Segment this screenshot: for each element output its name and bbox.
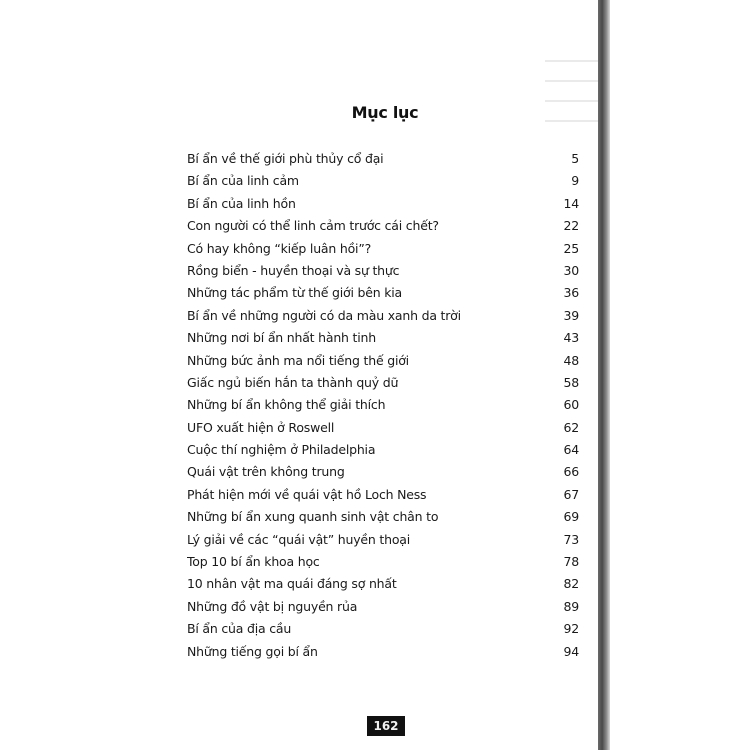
toc-entry-page: 78 [563, 554, 579, 570]
toc-entry [187, 442, 579, 464]
toc-entry [187, 173, 579, 195]
toc-entry-page: 58 [563, 374, 579, 390]
toc-entry-page: 92 [563, 621, 579, 637]
toc-entry-page: 9 [571, 173, 579, 189]
toc-entry [187, 196, 579, 218]
toc-entry-page: 67 [563, 486, 579, 502]
toc-entry-title: Rồng biển - huyền thoại và sự thực [187, 262, 400, 278]
toc-entry-title: 10 nhân vật ma quái đáng sợ nhất [187, 576, 397, 592]
toc-entry-page: 14 [563, 195, 579, 211]
toc-entry [187, 420, 579, 442]
toc-entry-page: 73 [563, 531, 579, 547]
toc-entry [187, 330, 579, 352]
toc-entry-page: 39 [563, 307, 579, 323]
toc-entry-page: 5 [571, 151, 579, 166]
toc-entry-title: Những bí ẩn xung quanh sinh vật chân to [187, 509, 439, 525]
toc-entry-page: 22 [563, 218, 579, 234]
toc-entry-title: Lý giải về các “quái vật” huyền thoại [187, 531, 411, 547]
toc-entry [187, 644, 579, 666]
toc-entry [187, 285, 579, 307]
toc-entry-title: Bí ẩn của địa cầu [187, 621, 292, 637]
toc-entry [187, 464, 579, 486]
toc-entry-page: 94 [563, 643, 579, 659]
toc-entry [187, 576, 579, 598]
toc-entry [187, 532, 579, 554]
toc-entry-title: Bí ẩn về những người có da màu xanh da trời [187, 307, 461, 323]
toc-entry-title: Những bức ảnh ma nổi tiếng thế giới [187, 352, 409, 368]
toc-entry-title: UFO xuất hiện ở Roswell [187, 419, 335, 435]
toc-entry [187, 241, 579, 263]
toc-entry-page: 64 [563, 442, 579, 458]
toc-entry-page: 30 [563, 262, 579, 278]
toc-entry [187, 621, 579, 643]
toc-entry-page: 66 [563, 464, 579, 480]
toc-entry-title: Những nơi bí ẩn nhất hành tinh [187, 330, 376, 346]
toc-entry-title: Bí ẩn về thế giới phù thủy cổ đại [187, 151, 384, 166]
toc-entry [187, 308, 579, 330]
toc-entry-page: 82 [563, 576, 579, 592]
toc-entry [187, 151, 579, 173]
toc-entry [187, 487, 579, 509]
toc-entry-title: Những bí ẩn không thể giải thích [187, 397, 386, 413]
toc-entry-page: 89 [563, 598, 579, 614]
toc-entry-page: 48 [563, 352, 579, 368]
table-of-contents [187, 151, 579, 666]
toc-entry-title: Bí ẩn của linh hồn [187, 195, 296, 211]
toc-entry-page: 36 [563, 285, 579, 301]
toc-entry [187, 599, 579, 621]
toc-entry-title: Phát hiện mới về quái vật hồ Loch Ness [187, 486, 427, 502]
toc-entry-page: 25 [563, 240, 579, 256]
toc-entry-title: Quái vật trên không trung [187, 464, 345, 480]
toc-entry-title: Những tác phẩm từ thế giới bên kia [187, 285, 402, 301]
toc-entry-title: Cuộc thí nghiệm ở Philadelphia [187, 442, 376, 458]
toc-entry [187, 509, 579, 531]
toc-entry [187, 554, 579, 576]
toc-entry-title: Có hay không “kiếp luân hồi”? [187, 240, 372, 256]
toc-entry-page: 69 [563, 509, 579, 525]
toc-entry-page: 43 [563, 330, 579, 346]
toc-entry-title: Con người có thể linh cảm trước cái chết? [187, 218, 439, 234]
toc-entry-title: Những tiếng gọi bí ẩn [187, 643, 318, 659]
toc-entry [187, 353, 579, 375]
toc-entry [187, 263, 579, 285]
toc-entry-title: Giấc ngủ biến hắn ta thành quỷ dữ [187, 374, 399, 390]
page-title: Mục lục [351, 103, 419, 122]
toc-entry [187, 375, 579, 397]
toc-entry [187, 397, 579, 419]
toc-entry-title: Bí ẩn của linh cảm [187, 173, 299, 189]
toc-entry-page: 60 [563, 397, 579, 413]
page-number: 162 [367, 716, 405, 736]
toc-entry-title: Top 10 bí ẩn khoa học [187, 554, 320, 570]
toc-entry [187, 218, 579, 240]
toc-entry-page: 62 [563, 419, 579, 435]
toc-entry-title: Những đồ vật bị nguyền rủa [187, 598, 358, 614]
